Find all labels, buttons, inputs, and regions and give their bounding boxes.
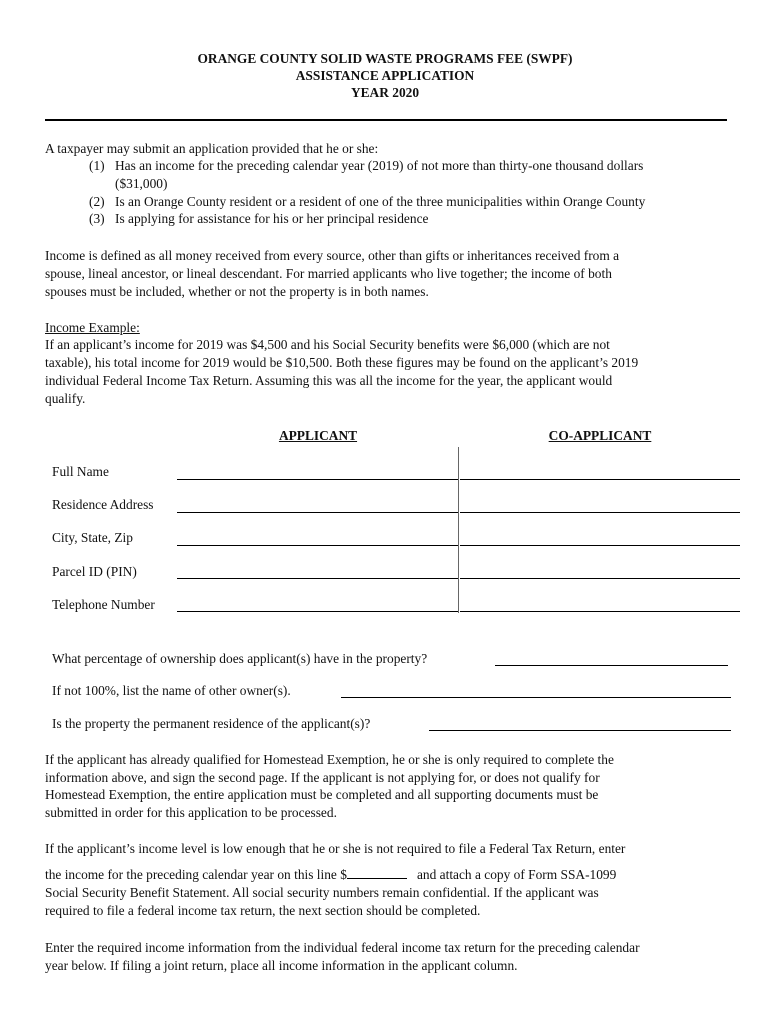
low-income-line: If the applicant’s income level is low enough that he or she is not required to file a Federal Tax Return, enter	[45, 841, 626, 856]
income-example-line: taxable), his total income for 2019 would be $10,500. Both these figures may be found on the applicant’s 2019	[45, 355, 639, 370]
permanent-residence-question: Is the property the permanent residence of the applicant(s)?	[52, 716, 371, 731]
eligibility-item-2	[89, 193, 729, 211]
homestead-line: Homestead Exemption, the entire application must be completed and all supporting documents must be	[45, 787, 599, 802]
coapplicant-column-header: CO-APPLICANT	[548, 428, 652, 443]
eligibility-item-1-cont: ($31,000)	[115, 176, 168, 191]
header-divider	[45, 119, 727, 121]
income-definition-line: spouses must be included, whether or not the property is in both names.	[45, 284, 429, 299]
income-example-line: If an applicant’s income for 2019 was $4,500 and his Social Security benefits were $6,000 (which are not	[45, 337, 610, 352]
low-income-line: required to file a federal income tax return, the next section should be completed.	[45, 903, 481, 918]
applicant-full-name-field[interactable]	[177, 479, 458, 480]
column-divider	[458, 447, 459, 613]
applicant-parcel-id-field[interactable]	[177, 578, 458, 579]
ownership-percentage-question: What percentage of ownership does applicant(s) have in the property?	[52, 651, 428, 666]
parcel-id-label: Parcel ID (PIN)	[52, 564, 137, 579]
telephone-label: Telephone Number	[52, 597, 155, 612]
coapplicant-residence-address-field[interactable]	[460, 512, 740, 513]
item-number: (2)	[89, 194, 105, 209]
enter-income-line: Enter the required income information from the individual federal income tax return for the preceding calendar	[45, 940, 640, 955]
full-name-label: Full Name	[52, 464, 109, 479]
homestead-line: information above, and sign the second page. If the applicant is not applying for, or does not qualify for	[45, 770, 600, 785]
residence-address-label: Residence Address	[52, 497, 154, 512]
low-income-line: Social Security Benefit Statement. All social security numbers remain confidential. If the applicant was	[45, 885, 599, 900]
city-state-zip-label: City, State, Zip	[52, 530, 133, 545]
item-text: Has an income for the preceding calendar year (2019) of not more than thirty-one thousand dollars	[115, 158, 644, 173]
income-example-line: individual Federal Income Tax Return. Assuming this was all the income for the year, the applicant would	[45, 373, 613, 388]
item-text: Is an Orange County resident or a resident of one of the three municipalities within Orange County	[115, 194, 646, 209]
low-income-text: the income for the preceding calendar year on this line $	[45, 867, 347, 882]
permanent-residence-field[interactable]	[429, 730, 731, 731]
low-income-line-with-blank	[45, 866, 735, 884]
applicant-residence-address-field[interactable]	[177, 512, 458, 513]
applicant-city-state-zip-field[interactable]	[177, 545, 458, 546]
item-text: Is applying for assistance for his or her principal residence	[115, 211, 429, 226]
homestead-line: If the applicant has already qualified for Homestead Exemption, he or she is only required to complete the	[45, 752, 614, 767]
homestead-line: submitted in order for this application to be processed.	[45, 805, 337, 820]
form-year: YEAR 2020	[350, 85, 420, 100]
coapplicant-city-state-zip-field[interactable]	[460, 545, 740, 546]
preceding-year-income-field[interactable]	[347, 866, 407, 879]
income-definition-line: Income is defined as all money received from every source, other than gifts or inheritances received from a	[45, 248, 620, 263]
enter-income-line: year below. If filing a joint return, place all income information in the applicant column.	[45, 958, 518, 973]
income-example-heading: Income Example:	[45, 320, 140, 335]
form-subtitle: ASSISTANCE APPLICATION	[295, 68, 475, 83]
form-title: ORANGE COUNTY SOLID WASTE PROGRAMS FEE (SWPF)	[197, 51, 573, 66]
low-income-text: and attach a copy of Form SSA-1099	[416, 867, 617, 882]
eligibility-item-1	[89, 157, 729, 175]
applicant-column-header: APPLICANT	[278, 428, 358, 443]
income-example-line: qualify.	[45, 391, 86, 406]
income-definition-line: spouse, lineal ancestor, or lineal descendant. For married applicants who live together; the income of both	[45, 266, 612, 281]
coapplicant-parcel-id-field[interactable]	[460, 578, 740, 579]
eligibility-intro: A taxpayer may submit an application provided that he or she:	[45, 141, 379, 156]
eligibility-item-3	[89, 210, 729, 228]
coapplicant-full-name-field[interactable]	[460, 479, 740, 480]
coapplicant-telephone-field[interactable]	[460, 611, 740, 612]
other-owners-field[interactable]	[341, 697, 731, 698]
other-owners-question: If not 100%, list the name of other owner(s).	[52, 683, 291, 698]
ownership-percentage-field[interactable]	[495, 665, 728, 666]
item-number: (3)	[89, 211, 105, 226]
applicant-telephone-field[interactable]	[177, 611, 458, 612]
item-number: (1)	[89, 158, 105, 173]
